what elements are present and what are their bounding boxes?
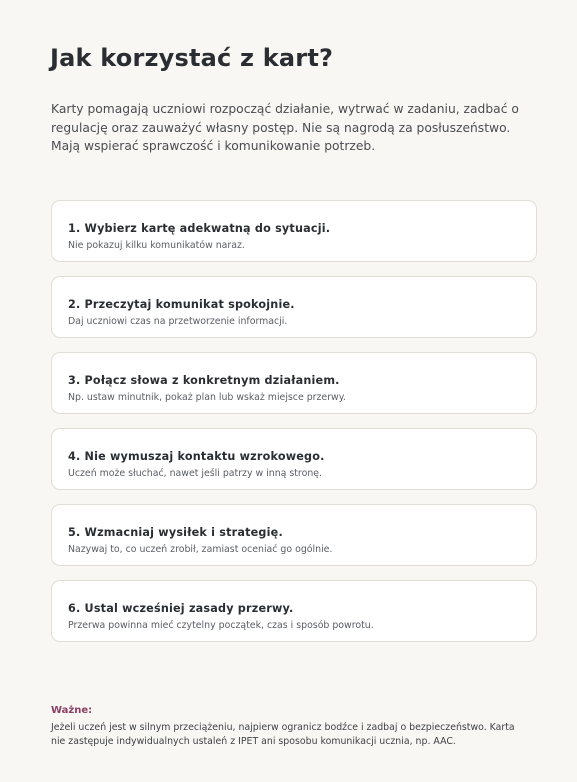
step-title: 1. Wybierz kartę adekwatną do sytuacji. <box>68 222 331 235</box>
step-description: Nie pokazuj kilku komunikatów naraz. <box>68 240 245 251</box>
step-description: Np. ustaw minutnik, pokaż plan lub wskaż miejsce przerwy. <box>68 392 346 403</box>
step-description: Nazywaj to, co uczeń zrobił, zamiast oceniać go ogólnie. <box>68 544 333 555</box>
step-title: 2. Przeczytaj komunikat spokojnie. <box>68 298 295 311</box>
step-description: Daj uczniowi czas na przetworzenie informacji. <box>68 316 288 327</box>
intro-paragraph: Karty pomagają uczniowi rozpocząć działanie, wytrwać w zadaniu, zadbać o regulację oraz zauważyć własny postęp. Nie są nagrodą za posłuszeństwo. Mają wspierać sprawczość i komunikowanie potrzeb. <box>51 102 519 153</box>
step-card-6 <box>51 580 537 642</box>
step-card-1 <box>51 200 537 262</box>
step-title: 5. Wzmacniaj wysiłek i strategię. <box>68 526 283 539</box>
steps-list <box>51 200 537 656</box>
note-text: Jeżeli uczeń jest w silnym przeciążeniu, najpierw ogranicz bodźce i zadbaj o bezpieczeństwo. Karta nie zastępuje indywidualnych ustaleń z IPET ani sposobu komunikacji ucznia, np. AAC. <box>51 722 515 747</box>
step-title: 3. Połącz słowa z konkretnym działaniem. <box>68 374 340 387</box>
step-description: Przerwa powinna mieć czytelny początek, czas i sposób powrotu. <box>68 620 374 631</box>
step-card-3 <box>51 352 537 414</box>
note-label: Ważne: <box>51 705 93 716</box>
page-title: Jak korzystać z kart? <box>50 44 334 72</box>
step-card-4 <box>51 428 537 490</box>
step-description: Uczeń może słuchać, nawet jeśli patrzy w inną stronę. <box>68 468 323 479</box>
step-card-2 <box>51 276 537 338</box>
step-title: 6. Ustal wcześniej zasady przerwy. <box>68 602 294 615</box>
step-title: 4. Nie wymuszaj kontaktu wzrokowego. <box>68 450 325 463</box>
step-card-5 <box>51 504 537 566</box>
